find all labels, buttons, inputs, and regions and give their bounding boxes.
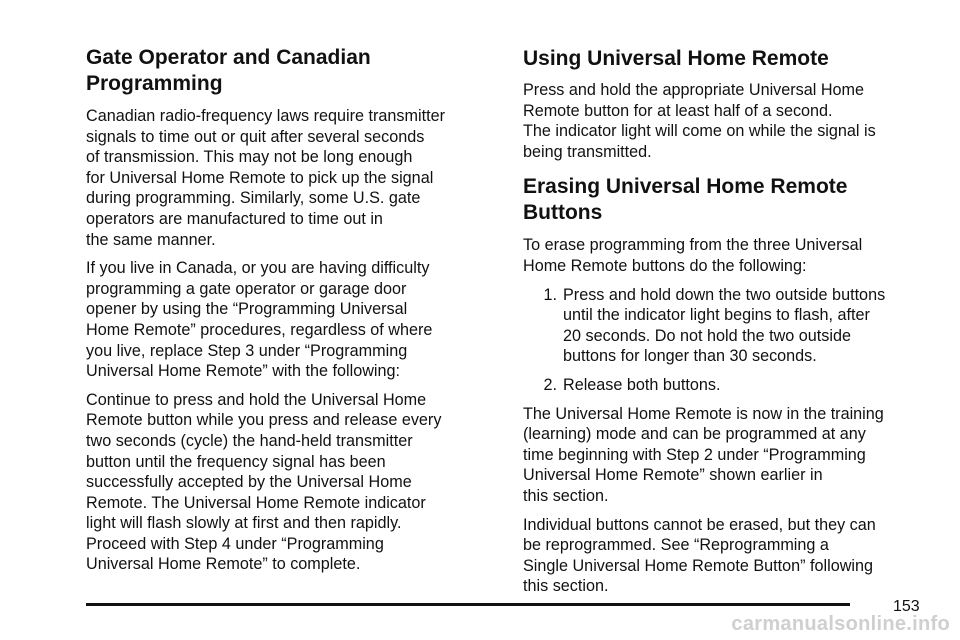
section-heading-gate-operator: Gate Operator and Canadian Programming [86, 46, 371, 95]
paragraph-to-erase: To erase programming from the three Universal Home Remote buttons do the following: [523, 236, 863, 275]
page-number: 153 [893, 598, 920, 615]
paragraph-individual-buttons: Individual buttons cannot be erased, but they can be reprogrammed. See “Reprogramming a Single Universal Home Remote Button” following this section. [523, 515, 876, 596]
paragraph-training-mode: The Universal Home Remote is now in the training (learning) mode and can be programmed at any time beginning with Step 2 under “Programming Universal Home Remote” shown earlier in this section. [523, 404, 884, 505]
step-number: 1. [543, 285, 557, 304]
step-text: Press and hold down the two outside buttons until the indicator light begins to flash, after 20 seconds. Do not hold the two outside buttons for longer than 30 seconds. [563, 285, 886, 366]
footer-rule [86, 603, 850, 606]
erase-steps-list [523, 285, 933, 396]
paragraph-canadian-laws: Canadian radio-frequency laws require transmitter signals to time out or quit after several seconds of transmission. This may not be long enough for Universal Home Remote to pick up the signal during programming. Similarly, some U.S. gate operators are manufactured to time out in the same manner. [86, 107, 445, 249]
section-heading-erasing-buttons: Erasing Universal Home Remote Buttons [523, 175, 848, 225]
paragraph-press-and-hold: Press and hold the appropriate Universal Home Remote button for at least half of a second. The indicator light will come on while the signal is being transmitted. [523, 81, 876, 161]
right-column [523, 42, 933, 605]
paragraph-if-you-live-in-canada: If you live in Canada, or you are having difficulty programming a gate operator or garage door opener by using the “Programming Universal Home Remote” procedures, regardless of where you live, replace Step 3 under “Programming Universal Home Remote” with the following: [86, 259, 433, 381]
step-text: Release both buttons. [563, 375, 721, 394]
paragraph-continue-to-press: Continue to press and hold the Universal Home Remote button while you press and release every two seconds (cycle) the hand-held transmitter button until the frequency signal has been successfully accepted by the Universal Home Remote. The Universal Home Remote indicator light will flash slowly at first and then rapidly. Proceed with Step 4 under “Programming Universal Home Remote” to complete. [86, 390, 442, 574]
section-heading-using-remote: Using Universal Home Remote [523, 47, 829, 70]
list-item [523, 285, 933, 367]
watermark: carmanualsonline.info [731, 613, 950, 635]
left-column [86, 42, 486, 583]
list-item [523, 375, 933, 396]
step-number: 2. [543, 375, 557, 394]
